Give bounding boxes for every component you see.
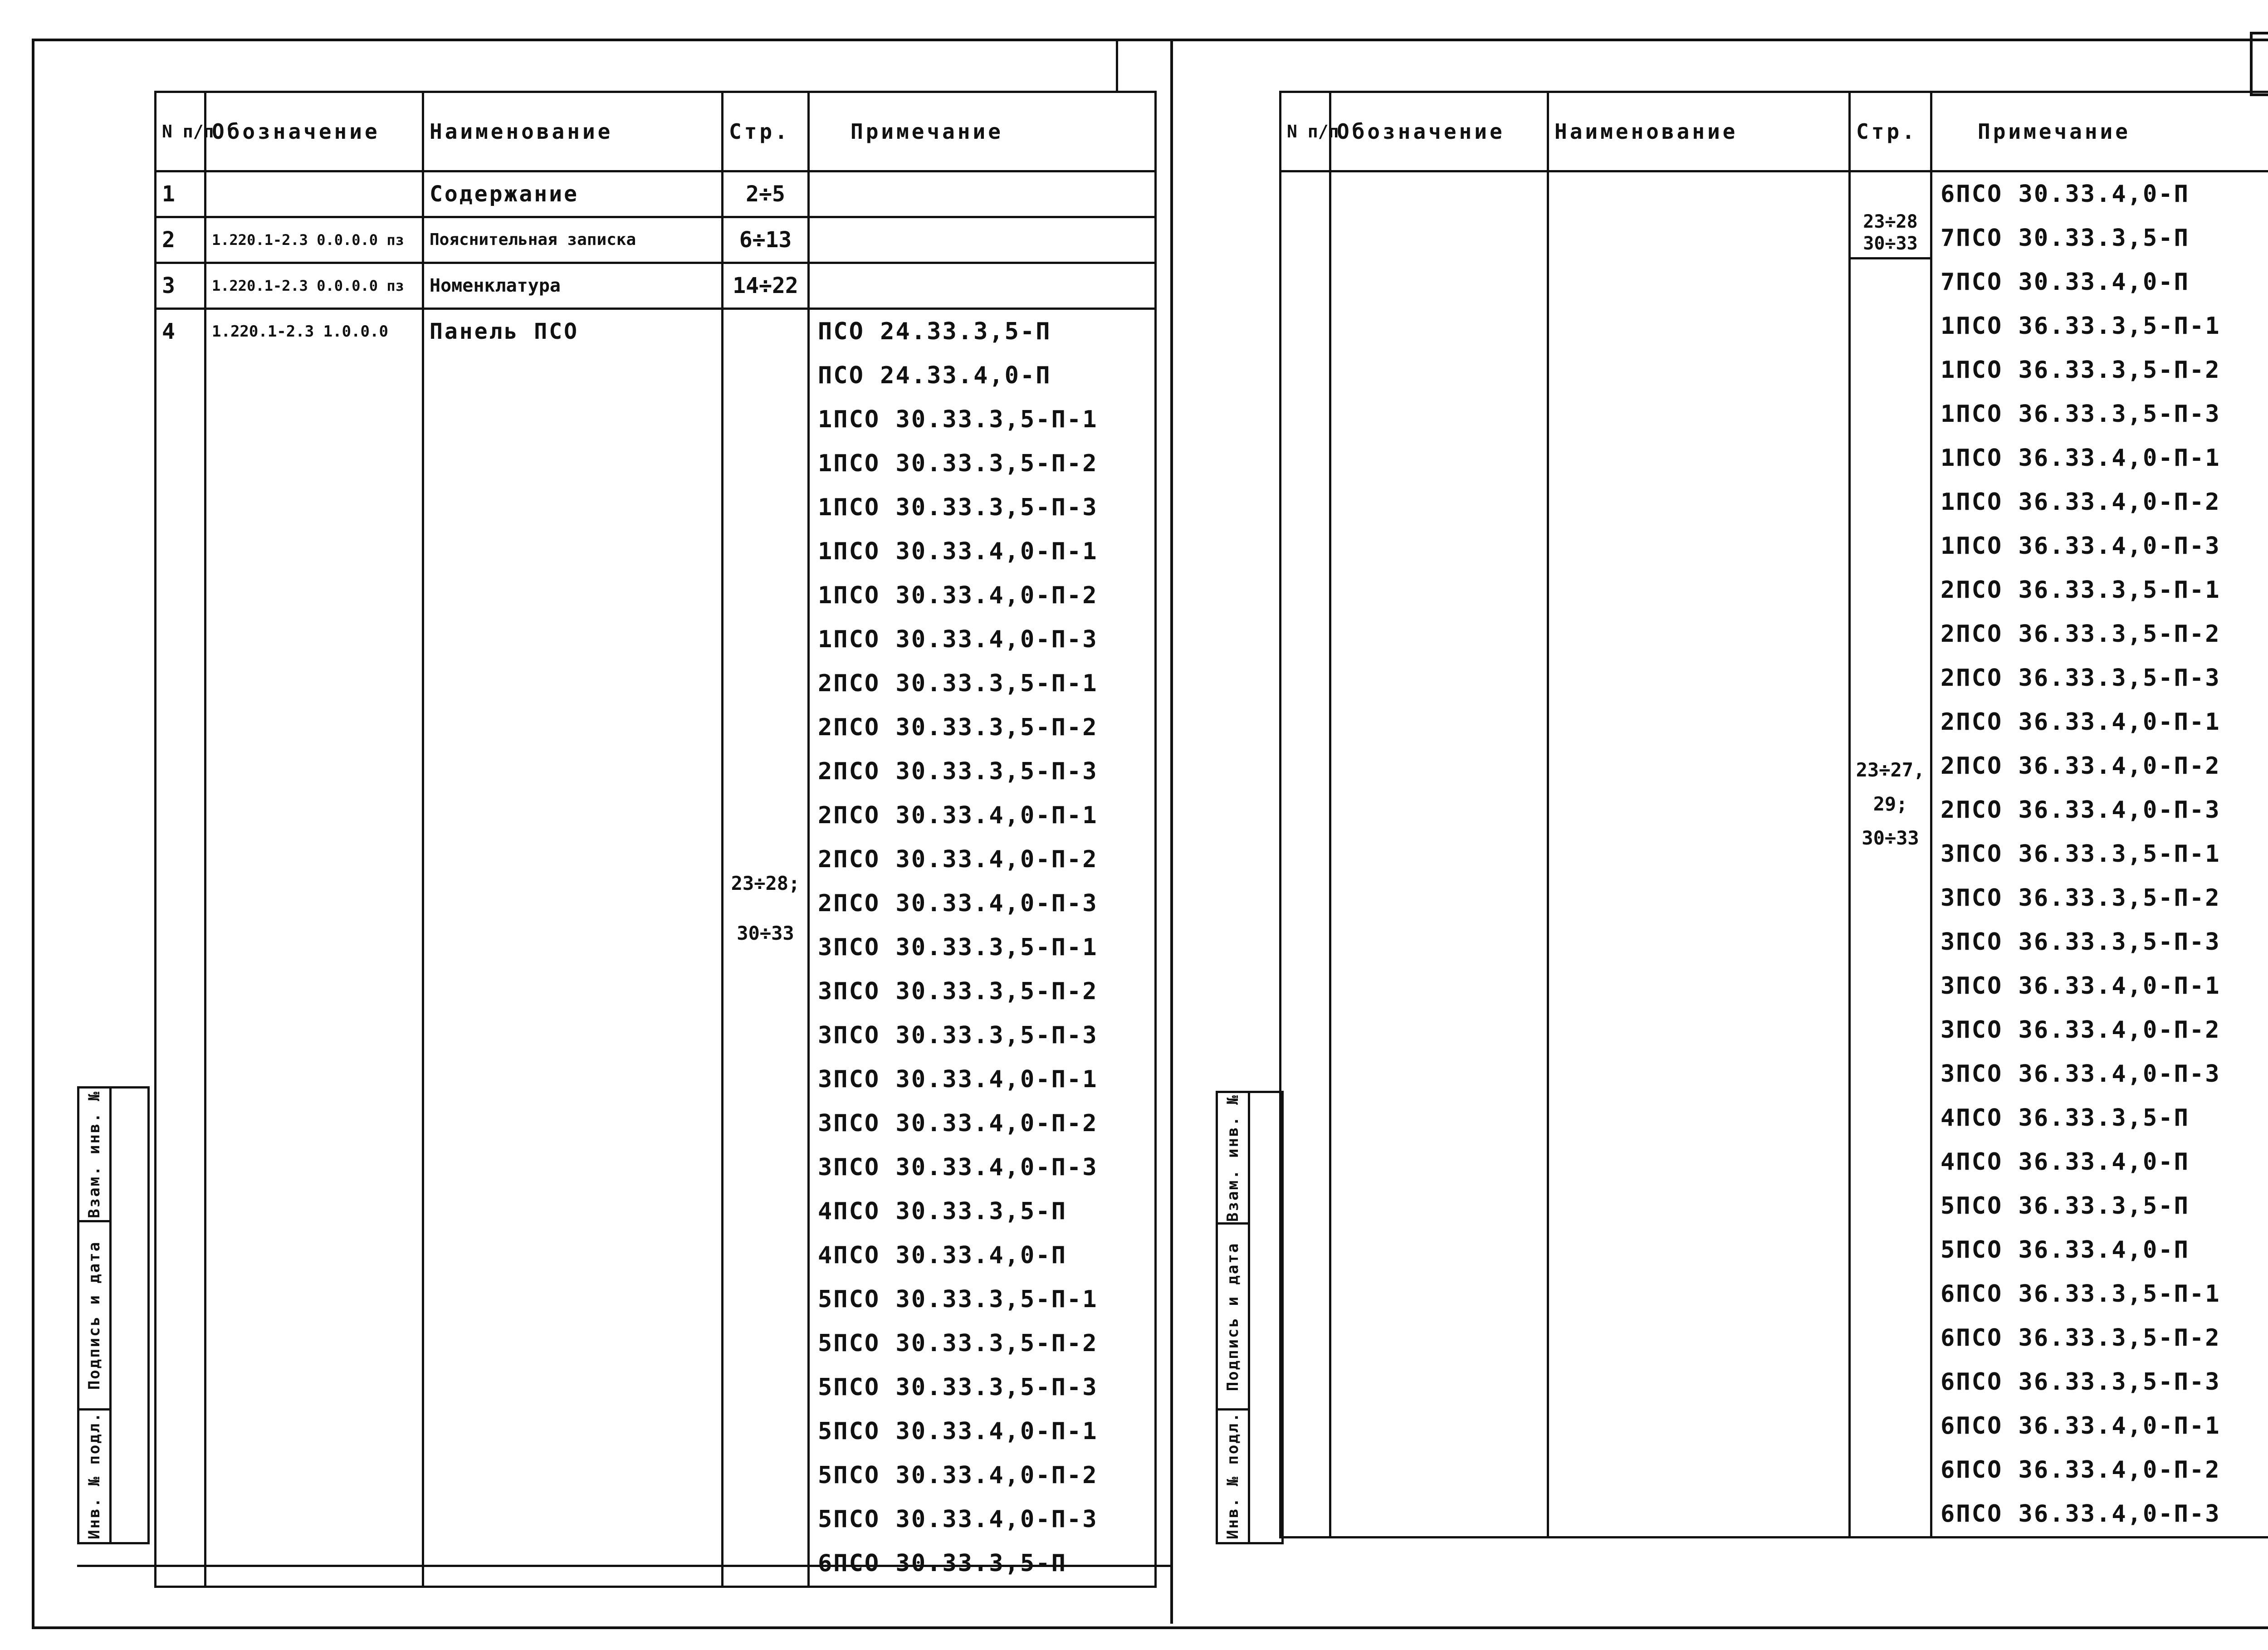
stamp-replacement-cell [1218, 1093, 1248, 1225]
note-item: 3ПСО 30.33.3,5-П-3 [818, 1022, 1098, 1049]
note-item: 2ПСО 36.33.4,0-П-1 [1941, 708, 2221, 736]
col-name: Наименование [423, 92, 723, 171]
row-page: 14÷22 [723, 263, 809, 309]
note-item: 1ПСО 36.33.4,0-П-3 [1941, 532, 2221, 560]
note-item: 4ПСО 30.33.4,0-П [818, 1242, 1067, 1269]
note-item: 4ПСО 36.33.4,0-П [1941, 1148, 2190, 1176]
note-item: 2ПСО 30.33.3,5-П-2 [818, 714, 1098, 741]
header-row [156, 92, 1156, 171]
row-num [1281, 171, 1330, 1538]
note-item: 6ПСО 30.33.4,0-П [1941, 181, 2190, 208]
stamp-inventory-cell [1218, 1411, 1248, 1540]
stamp-divider [1248, 1093, 1250, 1542]
note-item: 1ПСО 36.33.4,0-П-1 [1941, 444, 2221, 472]
page-range: 23÷28; [731, 872, 800, 894]
note-item: 1ПСО 30.33.4,0-П-1 [818, 538, 1098, 565]
note-item: 3ПСО 30.33.4,0-П-3 [818, 1154, 1098, 1181]
note-item: 4ПСО 36.33.3,5-П [1941, 1104, 2190, 1132]
row-name: Панель ПСО [423, 309, 723, 1587]
row-designation [205, 171, 423, 217]
note-item: 7ПСО 30.33.3,5-П [1941, 225, 2190, 252]
row-num: 2 [156, 217, 205, 263]
stamp-inventory-label: Инв. № подл. [85, 1411, 103, 1539]
page-range: 30÷33 [1862, 827, 1919, 849]
note-item: 2ПСО 36.33.4,0-П-2 [1941, 752, 2221, 780]
row-designation [1330, 171, 1548, 1538]
note-item: 5ПСО 30.33.3,5-П-3 [818, 1374, 1098, 1401]
note-item: 5ПСО 30.33.3,5-П-1 [818, 1286, 1098, 1313]
row-num: 4 [156, 309, 205, 1587]
row-note [809, 171, 1156, 217]
stamp-divider [109, 1089, 112, 1542]
row-designation: 1.220.1-2.3 0.0.0.0 пз [205, 263, 423, 309]
left-title-stamp [77, 1086, 150, 1544]
page-range: 23÷28 [1863, 211, 1918, 232]
col-page: Стр. [723, 92, 809, 171]
note-list-cell [809, 309, 1156, 1587]
note-item: 5ПСО 30.33.4,0-П-2 [818, 1462, 1098, 1489]
row-designation: 1.220.1-2.3 1.0.0.0 [205, 309, 423, 1587]
note-item: 2ПСО 36.33.3,5-П-2 [1941, 620, 2221, 648]
note-item: 3ПСО 30.33.4,0-П-2 [818, 1110, 1098, 1137]
row-note [809, 263, 1156, 309]
table-row [156, 171, 1156, 217]
right-spec-table [1279, 91, 2268, 1538]
note-item: 3ПСО 36.33.4,0-П-2 [1941, 1016, 2221, 1044]
note-item: 3ПСО 36.33.3,5-П-2 [1941, 884, 2221, 912]
page-range-block [1851, 211, 1930, 259]
note-item: 2ПСО 30.33.3,5-П-1 [818, 670, 1098, 697]
note-item: 6ПСО 36.33.4,0-П-3 [1941, 1500, 2221, 1528]
stamp-signature-cell [1218, 1225, 1248, 1411]
note-item: 6ПСО 36.33.4,0-П-1 [1941, 1412, 2221, 1440]
page-range: 30÷33 [1863, 233, 1918, 254]
note-item: 1ПСО 36.33.3,5-П-2 [1941, 356, 2221, 384]
col-name: Наименование [1548, 92, 1850, 171]
note-item: 1ПСО 30.33.3,5-П-3 [818, 494, 1098, 521]
note-item: 6ПСО 36.33.3,5-П-1 [1941, 1280, 2221, 1308]
col-designation: Обозначение [205, 92, 423, 171]
note-item: 4ПСО 30.33.3,5-П [818, 1198, 1067, 1225]
row-page: 6÷13 [723, 217, 809, 263]
row-designation: 1.220.1-2.3 0.0.0.0 пз [205, 217, 423, 263]
row-name: Номенклатура [423, 263, 723, 309]
stamp-replacement-label: Взам. инв. № [85, 1090, 103, 1218]
page-range: 30÷33 [737, 922, 794, 944]
row-num: 3 [156, 263, 205, 309]
header-row [1281, 92, 2268, 171]
page-range-block [723, 859, 807, 958]
stamp-inventory-cell [79, 1411, 109, 1540]
left-spec-table [154, 91, 1157, 1588]
note-item: 1ПСО 36.33.3,5-П-1 [1941, 312, 2221, 340]
row-num: 1 [156, 171, 205, 217]
note-item: 3ПСО 36.33.3,5-П-3 [1941, 928, 2221, 956]
note-item: 2ПСО 36.33.3,5-П-3 [1941, 664, 2221, 692]
stamp-replacement-label: Взам. инв. № [1224, 1093, 1242, 1222]
table-row [156, 263, 1156, 309]
note-item: 3ПСО 36.33.4,0-П-3 [1941, 1060, 2221, 1088]
stamp-signature-label: Подпись и дата [1224, 1242, 1242, 1391]
stamp-signature-cell [79, 1222, 109, 1411]
note-item: 3ПСО 30.33.3,5-П-1 [818, 934, 1098, 961]
note-item: 2ПСО 30.33.4,0-П-1 [818, 802, 1098, 829]
note-item: 5ПСО 36.33.3,5-П [1941, 1192, 2190, 1220]
note-item: 3ПСО 30.33.4,0-П-1 [818, 1066, 1098, 1093]
note-item: 5ПСО 36.33.4,0-П [1941, 1236, 2190, 1264]
note-item: 2ПСО 36.33.4,0-П-3 [1941, 796, 2221, 824]
col-page: Стр. [1850, 92, 1931, 171]
table-row [156, 309, 1156, 1587]
col-num: N п/п [1281, 92, 1330, 171]
note-item: 2ПСО 36.33.3,5-П-1 [1941, 576, 2221, 604]
note-item: 3ПСО 36.33.4,0-П-1 [1941, 972, 2221, 1000]
note-item: 6ПСО 36.33.3,5-П-3 [1941, 1368, 2221, 1396]
col-num: N п/п [156, 92, 205, 171]
note-item: 5ПСО 30.33.4,0-П-1 [818, 1418, 1098, 1445]
stamp-replacement-cell [79, 1089, 109, 1222]
row-name: Содержание [423, 171, 723, 217]
note-item: 6ПСО 36.33.3,5-П-2 [1941, 1324, 2221, 1352]
note-item: 1ПСО 30.33.4,0-П-3 [818, 626, 1098, 653]
note-item: 5ПСО 30.33.4,0-П-3 [818, 1506, 1098, 1533]
note-item: 1ПСО 30.33.3,5-П-2 [818, 450, 1098, 477]
page-number-box [2250, 32, 2268, 96]
table-row [1281, 171, 2268, 1538]
page-range: 29; [1873, 793, 1908, 815]
col-note: Примечание [809, 92, 1156, 171]
page-range-block [1851, 753, 1930, 855]
note-item: 1ПСО 30.33.4,0-П-2 [818, 582, 1098, 609]
note-item: 6ПСО 36.33.4,0-П-2 [1941, 1456, 2221, 1484]
note-item: 2ПСО 30.33.4,0-П-3 [818, 890, 1098, 917]
note-list-cell [1931, 171, 2268, 1538]
top-box-divider [1116, 39, 1118, 91]
table-row [156, 217, 1156, 263]
row-note [809, 217, 1156, 263]
note-item: 2ПСО 30.33.4,0-П-2 [818, 846, 1098, 873]
note-item: ПСО 24.33.3,5-П [818, 318, 1051, 345]
stamp-inventory-label: Инв. № подл. [1224, 1411, 1242, 1539]
note-item: 5ПСО 30.33.3,5-П-2 [818, 1330, 1098, 1357]
note-item: 1ПСО 36.33.4,0-П-2 [1941, 488, 2221, 516]
note-item: 7ПСО 30.33.4,0-П [1941, 268, 2190, 296]
note-item: 3ПСО 36.33.3,5-П-1 [1941, 840, 2221, 868]
right-title-stamp [1216, 1091, 1284, 1544]
note-item: 1ПСО 36.33.3,5-П-3 [1941, 400, 2221, 428]
row-page-cell [1850, 171, 1931, 1538]
row-page: 2÷5 [723, 171, 809, 217]
row-name [1548, 171, 1850, 1538]
note-item: 6ПСО 30.33.3,5-П [818, 1550, 1067, 1577]
note-item: 2ПСО 30.33.3,5-П-3 [818, 758, 1098, 785]
page-range: 23÷27, [1856, 759, 1925, 781]
note-item: ПСО 24.33.4,0-П [818, 362, 1051, 389]
note-item: 1ПСО 30.33.3,5-П-1 [818, 406, 1098, 433]
row-page-cell [723, 309, 809, 1587]
row-name: Пояснительная записка [423, 217, 723, 263]
page-divider [1170, 39, 1173, 1624]
stamp-signature-label: Подпись и дата [85, 1240, 103, 1390]
col-designation: Обозначение [1330, 92, 1548, 171]
col-note: Примечание [1931, 92, 2268, 171]
note-item: 3ПСО 30.33.3,5-П-2 [818, 978, 1098, 1005]
